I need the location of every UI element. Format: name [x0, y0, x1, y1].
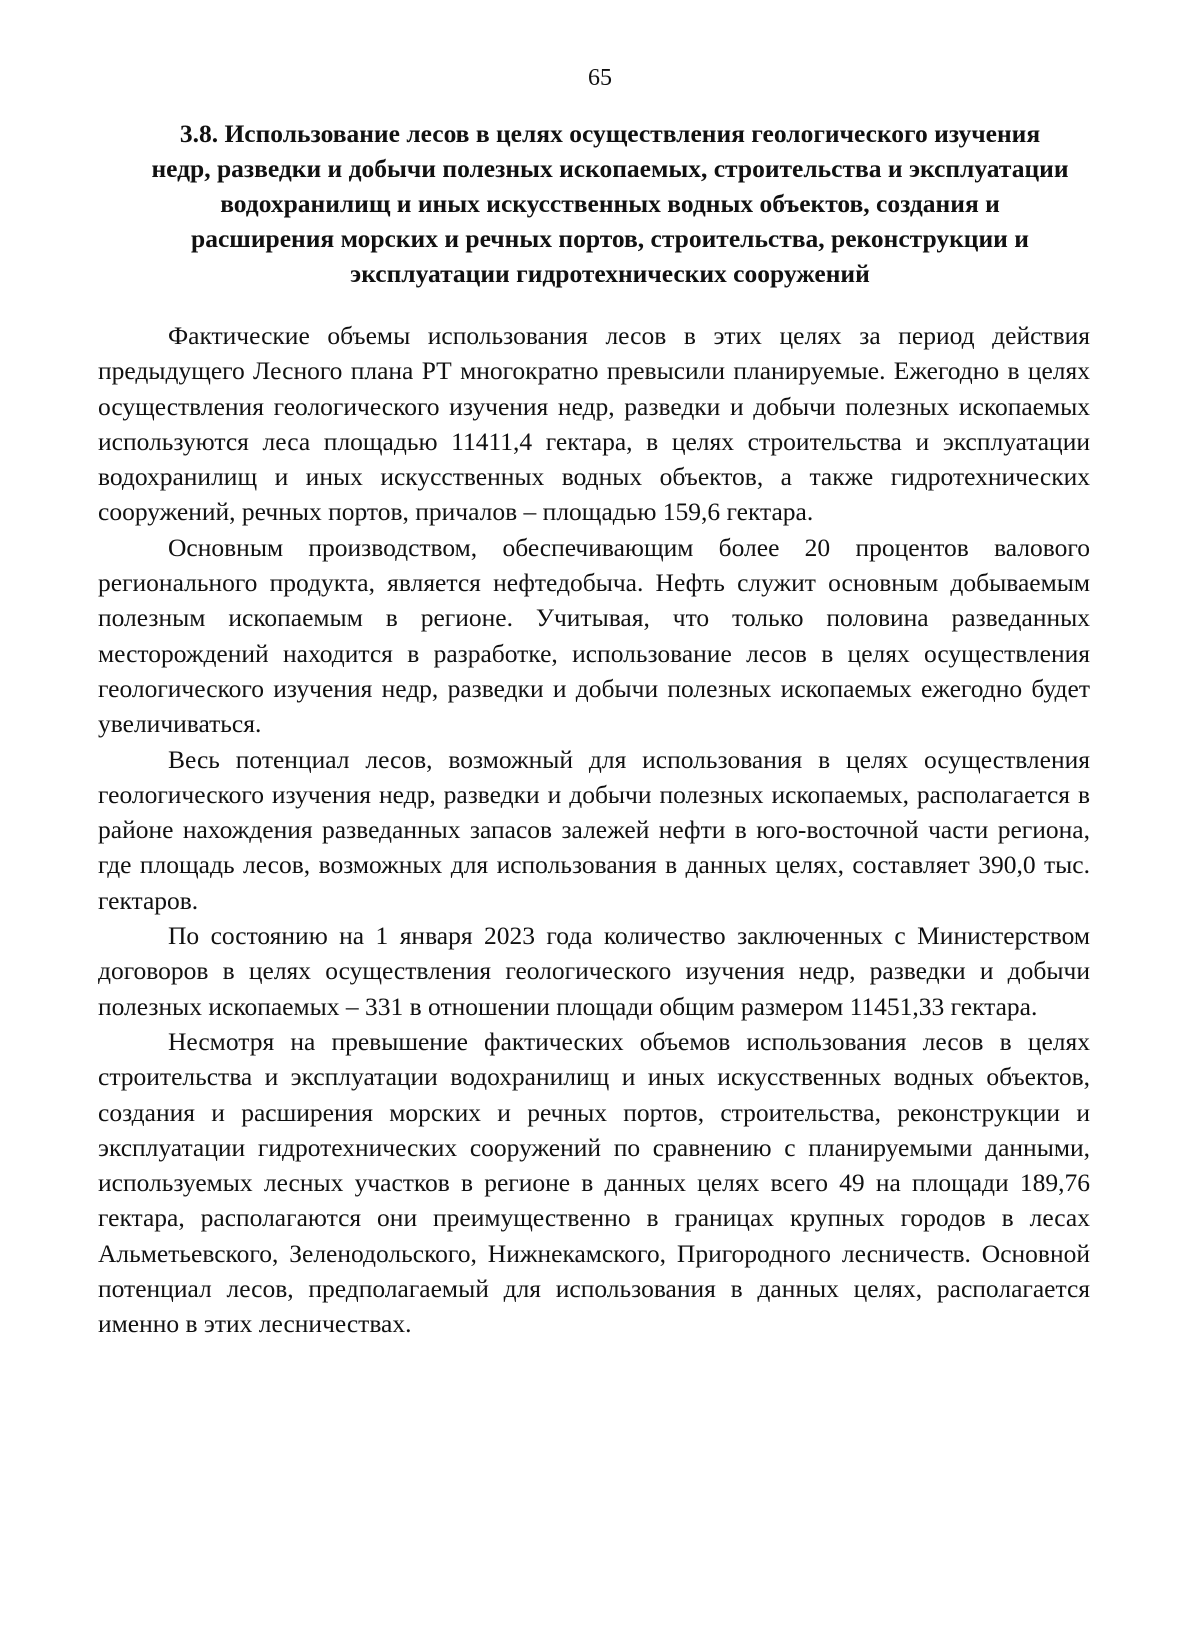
heading-line: водохранилищ и иных искусственных водных объектов, создания и — [220, 189, 1000, 218]
paragraph: Основным производством, обеспечивающим более 20 процентов валового регионального продукта, является нефтедобыча. Нефть служит основным добываемым полезным ископаемым в регионе. Учитывая, что только половина разведанных месторождений находится в разработке, использование лесов в целях осуществления геологического изучения недр, разведки и добычи полезных ископаемых ежегодно будет увеличиваться. — [98, 532, 1090, 739]
heading-line: расширения морских и речных портов, строительства, реконструкции и — [191, 224, 1029, 253]
heading-line: недр, разведки и добычи полезных ископаемых, строительства и эксплуатации — [151, 154, 1069, 183]
body-text — [98, 318, 1090, 1342]
section-heading — [110, 116, 1110, 291]
paragraph: Фактические объемы использования лесов в этих целях за период действия предыдущего Лесного плана РТ многократно превысили планируемые. Ежегодно в целях осуществления геологического изучения недр, разведки и добычи полезных ископаемых используются леса площадью 11411,4 гектара, в целях строительства и эксплуатации водохранилищ и иных искусственных водных объектов, а также гидротехнических сооружений, речных портов, причалов – площадью 159,6 гектара. — [98, 321, 1090, 527]
paragraph: Несмотря на превышение фактических объемов использования лесов в целях строительства и эксплуатации водохранилищ и иных искусственных водных объектов, создания и расширения морских и речных портов, строительства, реконструкции и эксплуатации гидротехнических сооружений по сравнению с планируемыми данными, используемых лесных участков в регионе в данных целях всего 49 на площади 189,76 гектара, располагаются они преимущественно в границах крупных городов в лесах Альметьевского, Зеленодольского, Нижнекамского, Пригородного лесничеств. Основной потенциал лесов, предполагаемый для использования в данных целях, располагается именно в этих лесничествах. — [98, 1026, 1090, 1339]
heading-line: 3.8. Использование лесов в целях осуществления геологического изучения — [179, 119, 1041, 148]
paragraph: Весь потенциал лесов, возможный для использования в целях осуществления геологического изучения недр, разведки и добычи полезных ископаемых, располагается в районе нахождения разведанных запасов залежей нефти в юго-восточной части региона, где площадь лесов, возможных для использования в данных целях, составляет 390,0 тыс. гектаров. — [98, 744, 1090, 915]
page-number: 65 — [588, 65, 612, 91]
heading-line: эксплуатации гидротехнических сооружений — [350, 259, 870, 288]
paragraph: По состоянию на 1 января 2023 года количество заключенных с Министерством договоров в целях осуществления геологического изучения недр, разведки и добычи полезных ископаемых – 331 в отношении площади общим размером 11451,33 гектара. — [98, 921, 1090, 1021]
